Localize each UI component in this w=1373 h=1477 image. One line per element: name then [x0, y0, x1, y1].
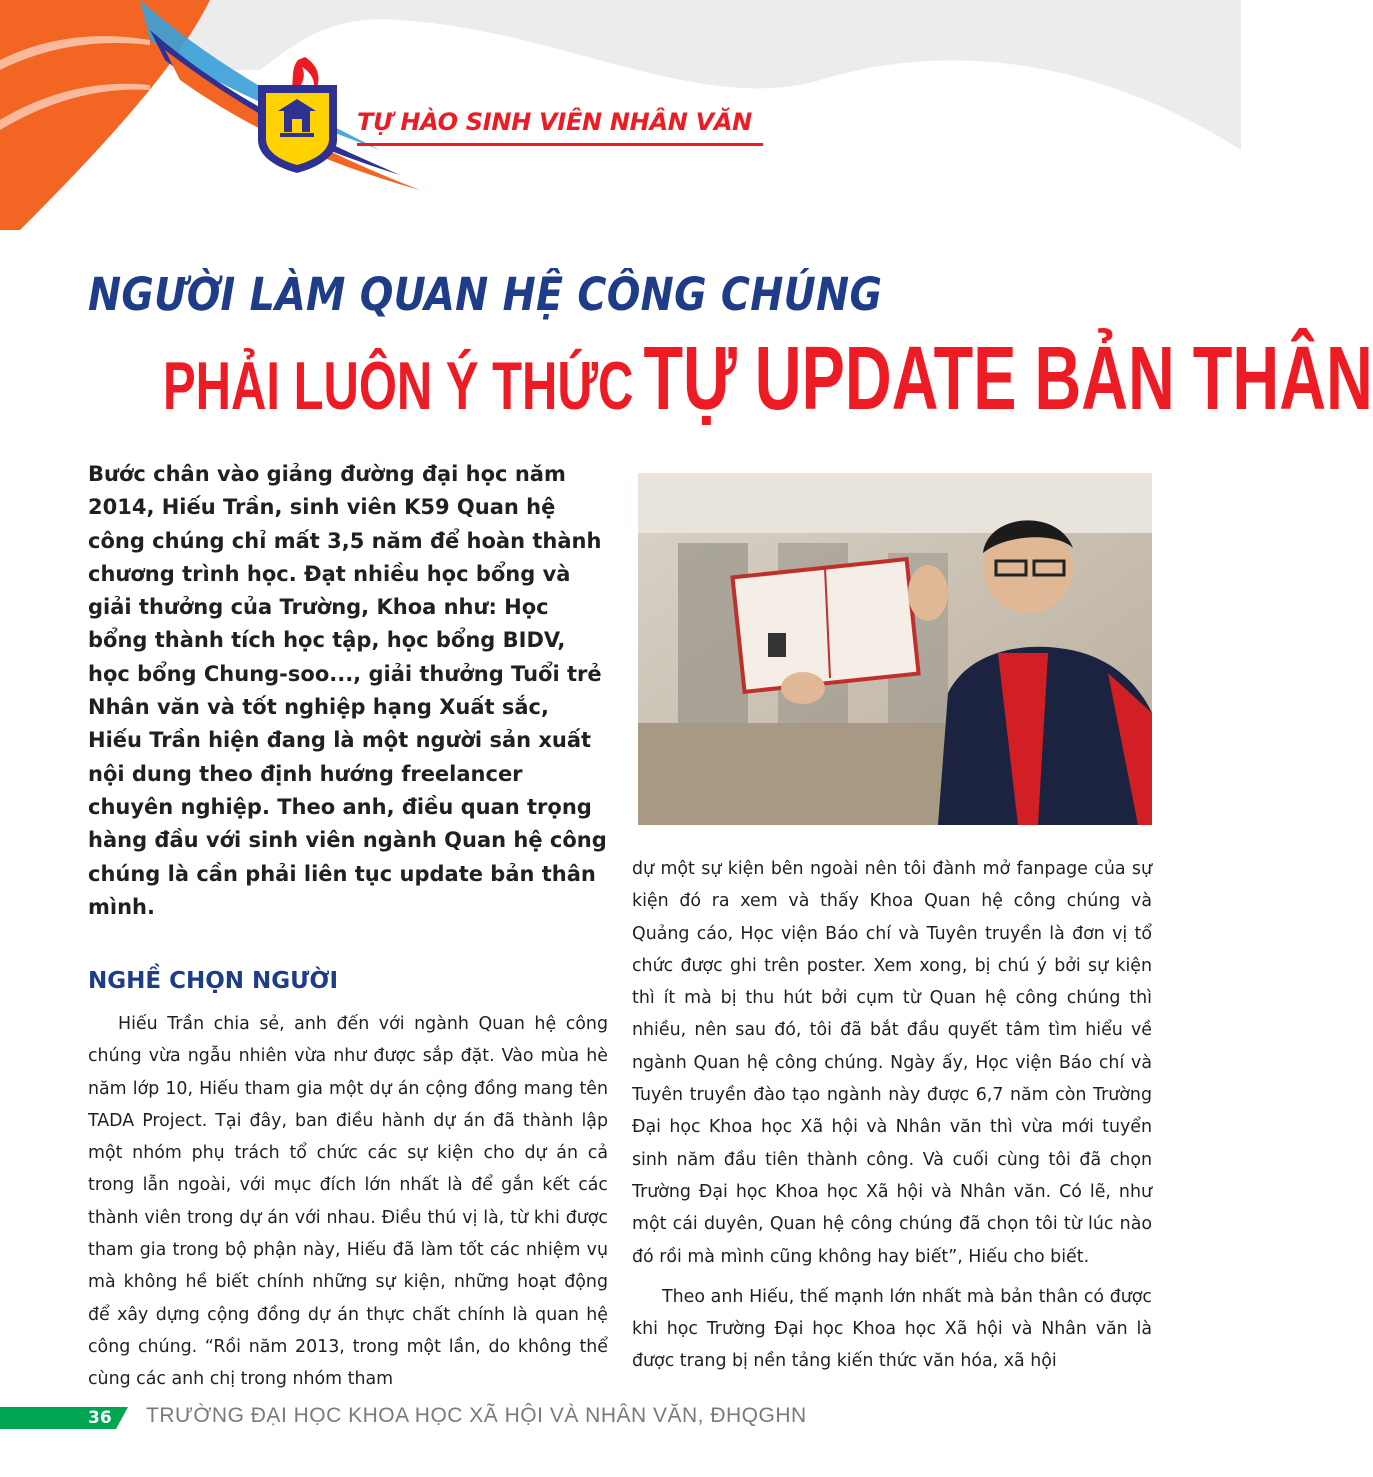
body-paragraph: Hiếu Trần chia sẻ, anh đến với ngành Quan hệ công chúng vừa ngẫu nhiên vừa như được sắp đặt. Vào mùa hè năm lớp 10, Hiếu tham gia một dự án cộng đồng mang tên TADA Project. Tại đây, ban điều hành dự án đã thành lập một nhóm phụ trách tổ chức các sự kiện cho dự án cả trong lẫn ngoài, với mục đích lớn nhất là để gắn kết các thành viên trong dự án với nhau. Điều thú vị là, từ khi được tham gia trong bộ phận này, Hiếu đã làm tốt các nhiệm vụ mà không hề biết chính những sự kiện, những hoạt động để xây dựng cộng đồng dự án thực chất chính là quan hệ công chúng. “Rồi năm 2013, trong một lần, do không thể cùng các anh chị trong nhóm tham [88, 1014, 608, 1390]
article-title-line-2 [163, 329, 1373, 429]
section-label: TỰ HÀO SINH VIÊN NHÂN VĂN [357, 108, 752, 136]
footer-publication: TRƯỜNG ĐẠI HỌC KHOA HỌC XÃ HỘI VÀ NHÂN VĂN, ĐHQGHN [146, 1404, 807, 1427]
graduate-photo-icon [638, 473, 1152, 825]
body-paragraph: Theo anh Hiếu, thế mạnh lớn nhất mà bản thân có được khi học Trường Đại học Khoa học Xã hội và Nhân văn là được trang bị nền tảng kiến thức văn hóa, xã hội [632, 1286, 1152, 1372]
title-line-2-part-2: TỰ UPDATE BẢN THÂN [643, 329, 1373, 429]
body-column-right [632, 853, 1152, 1378]
lead-paragraph: Bước chân vào giảng đường đại học năm 2014, Hiếu Trần, sinh viên K59 Quan hệ công chúng chỉ mất 3,5 năm để hoàn thành chương trình học. Đạt nhiều học bổng và giải thưởng của Trường, Khoa như: Học bổng thành tích học tập, học bổng BIDV, học bổng Chung-soo..., giải thưởng Tuổi trẻ Nhân văn và tốt nghiệp hạng Xuất sắc, Hiếu Trần hiện đang là một người sản xuất nội dung theo định hướng freelancer chuyên nghiệp. Theo anh, điều quan trọng hàng đầu với sinh viên ngành Quan hệ công chúng là cần phải liên tục update bản thân mình. [88, 462, 607, 919]
body-paragraph: dự một sự kiện bên ngoài nên tôi đành mở fanpage của sự kiện đó ra xem và thấy Khoa Quan hệ công chúng và Quảng cáo, Học viện Báo chí và Tuyên truyền là đơn vị tổ chức được ghi trên poster. Xem xong, bị chú ý bởi sự kiện thì ít mà bị thu hút bởi cụm từ Quan hệ công chúng thì nhiều, nên sau đó, tôi đã bắt đầu quyết tâm tìm hiểu về ngành Quan hệ công chúng. Ngày ấy, Học viện Báo chí và Tuyên truyền đào tạo ngành này được 6,7 năm còn Trường Đại học Khoa học Xã hội và Nhân văn thì vừa mới tuyển sinh năm đầu tiên thành công. Và cuối cùng tôi đã chọn Trường Đại học Khoa học Xã hội và Nhân văn. Có lẽ, như một cái duyên, Quan hệ công chúng đã chọn tôi từ lúc nào đó rồi mà mình cũng không hay biết”, Hiếu cho biết. [632, 859, 1152, 1267]
section-underline [357, 143, 763, 146]
article-title-line-1: NGƯỜI LÀM QUAN HỆ CÔNG CHÚNG [88, 268, 883, 321]
page-number: 36 [88, 1408, 112, 1428]
body-column-left [88, 1008, 608, 1396]
university-crest-icon [250, 55, 345, 175]
section-heading: NGHỀ CHỌN NGƯỜI [88, 968, 339, 994]
title-line-2-part-1: PHẢI LUÔN Ý THỨC [163, 348, 634, 424]
